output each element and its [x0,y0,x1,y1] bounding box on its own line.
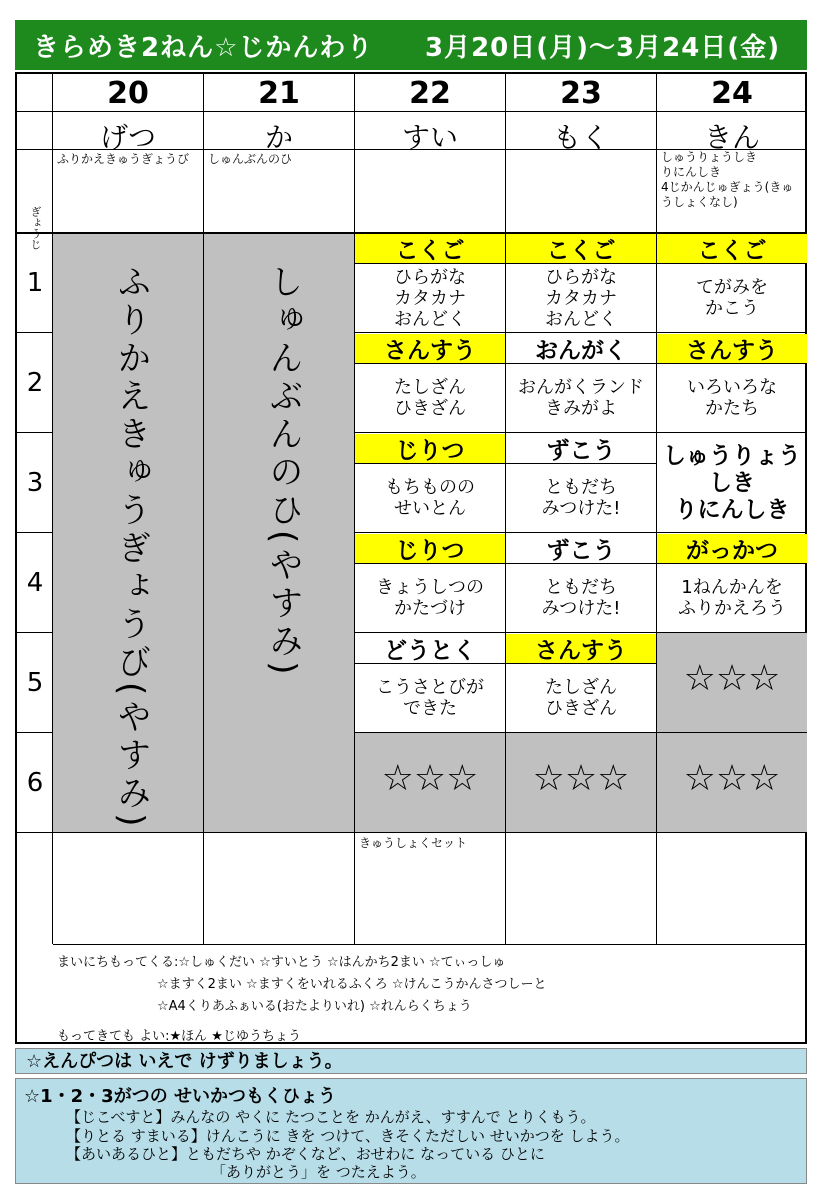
notes-line-4: もってきても よい:★ほん ★じゆうちょう [57,1029,301,1044]
content-fri-p1: てがみを かこう [696,277,768,319]
subject-wed-p2: さんすう [384,337,476,364]
period-6: 6 [26,768,44,798]
content-wed-p4: きょうしつの かたづけ [376,577,484,619]
content-wed-p3: もちものの せいとん [385,477,475,519]
subject-thu-p2: おんがく [535,337,627,364]
notes-line-3: ☆A4くりあふぁいる(おたよりいれ) ☆れんらくちょう [157,999,472,1014]
day-name-fri: きん [703,121,760,154]
goal-line-2: 【りとる すまいる】けんこうに きを つけて、きそくただしい せいかつを しよう。 [66,1127,630,1145]
content-thu-p3: ともだち みつけた! [541,477,621,519]
subject-thu-p1: こくご [546,237,616,264]
period-2: 2 [26,368,44,398]
subject-wed-p4: じりつ [395,537,465,564]
content-wed-p5: こうさとびが できた [376,677,484,719]
kyushoku-note: きゅうしょくセット [359,836,468,850]
title-bar [15,20,807,70]
stars-fri-p5: ☆☆☆ [683,658,781,699]
content-fri-p4: 1ねんかんを ふりかえろう [678,577,786,619]
content-fri-p3: しゅうりょう しき りにんしき [663,443,801,523]
content-thu-p2: おんがくランド きみがよ [518,377,644,419]
pencil-note: ☆えんぴつは いえで けずりましょう。 [26,1051,343,1072]
notes-line-2: ☆ますく2まい ☆ますくをいれるふくろ ☆けんこうかんさつしーと [157,977,547,992]
subject-wed-p1: こくご [395,237,465,264]
subject-wed-p5: どうとく [384,637,476,664]
pencil-note-band [15,1048,807,1074]
subject-thu-p4: ずこう [546,537,616,564]
day-name-thu: もく [552,121,609,154]
goals-title: ☆1・2・3がつの せいかつもくひょう [24,1086,336,1107]
gyouji-label: ぎょうじ [29,206,42,250]
day-number-tue: 21 [258,76,300,111]
gyouji-fri: しゅうりょうしき りにんしき 4じかんじゅぎょう(きゅ うしょくなし) [661,150,794,209]
subject-thu-p5: さんすう [535,637,627,664]
day-number-thu: 23 [560,76,602,111]
notes [57,952,547,1048]
content-thu-p1: ひらがな カタカナ おんどく [545,267,617,330]
date-range: 3月20日(月)〜3月24日(金) [425,32,781,63]
goals-band [15,1078,807,1184]
content-wed-p2: たしざん ひきざん [394,377,466,419]
content-thu-p4: ともだち みつけた! [541,577,621,619]
page-title: きらめき2ねん☆じかんわり [33,32,374,63]
day-name-wed: すい [401,121,458,154]
goal-line-1: 【じこべすと】みんなの やくに たつことを かんがえ、すすんで とりくもう。 [66,1108,596,1126]
monday-holiday-text: ふりかえきゅうぎょうび(やすみ) [111,264,151,831]
content-wed-p1: ひらがな カタカナ おんどく [394,267,466,330]
subject-fri-p4: がっかつ [686,537,778,564]
day-name-tue: か [264,121,293,154]
tuesday-holiday-text: しゅんぶんのひ(やすみ) [263,264,303,679]
day-number-fri: 24 [711,76,753,111]
gyouji-tue: しゅんぶんのひ [208,152,293,166]
day-number-mon: 20 [107,76,149,111]
notes-line-1: まいにちもってくる:☆しゅくだい ☆すいとう ☆はんかち2まい ☆てぃっしゅ [57,955,506,970]
period-1: 1 [26,268,44,298]
stars-wed-p6: ☆☆☆ [381,758,479,799]
gyouji-mon: ふりかえきゅうぎょうび [57,152,190,166]
timetable [15,72,807,1044]
period-3: 3 [26,468,44,498]
goal-line-4: 「ありがとう」を つたえよう。 [211,1163,426,1181]
day-number-wed: 22 [409,76,451,111]
goal-line-3: 【あいあるひと】ともだちや かぞくなど、おせわに なっている ひとに [66,1145,545,1163]
stars-fri-p6: ☆☆☆ [683,758,781,799]
subject-wed-p3: じりつ [395,437,465,464]
subject-fri-p2: さんすう [686,337,778,364]
period-4: 4 [26,568,44,598]
stars-thu-p6: ☆☆☆ [532,758,630,799]
subject-thu-p3: ずこう [546,437,616,464]
period-5: 5 [26,668,44,698]
subject-fri-p1: こくご [697,237,767,264]
day-name-mon: げつ [99,121,156,154]
content-fri-p2: いろいろな かたち [687,377,777,419]
content-thu-p5: たしざん ひきざん [545,677,617,719]
